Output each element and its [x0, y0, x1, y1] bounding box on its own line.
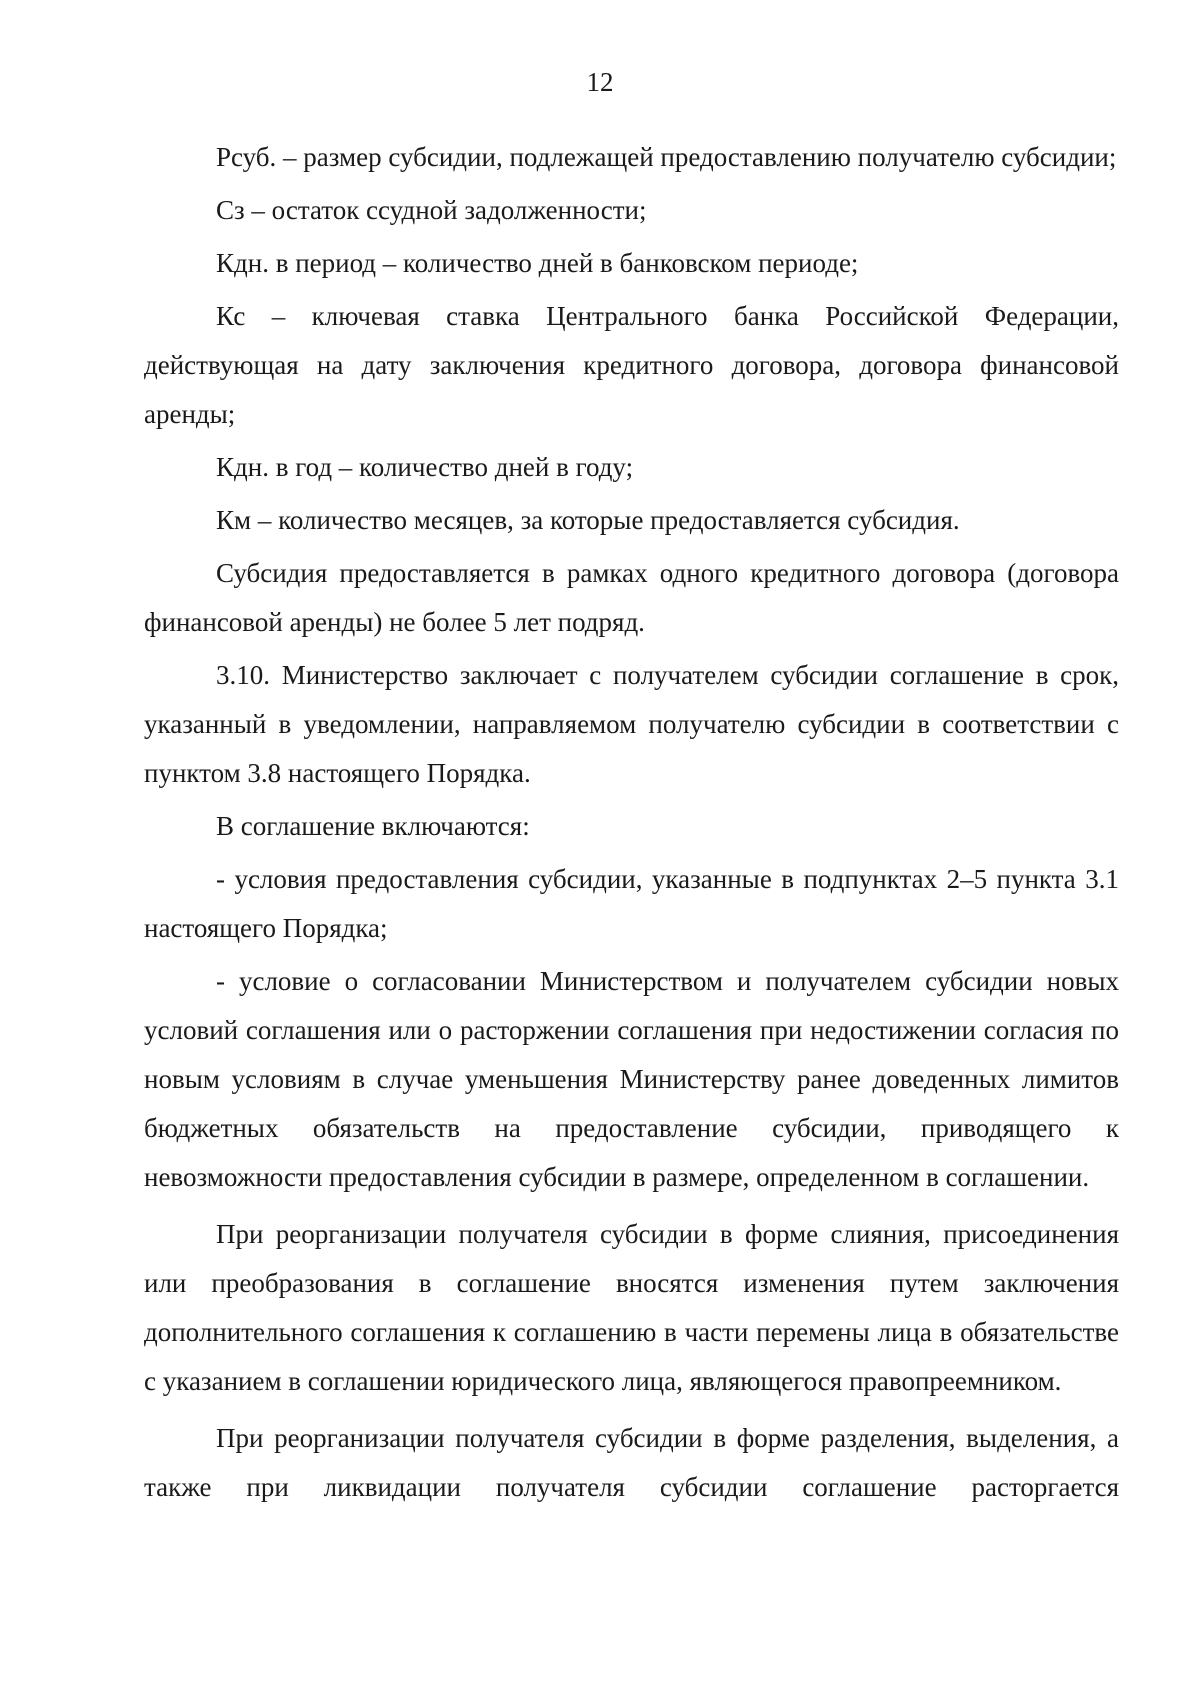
paragraph-clause-3-10: 3.10. Министерство заключает с получателем субсидии соглашение в срок, указанный в уведомлении, направляемом получателю субсидии в соответствии с пунктом 3.8 настоящего Порядка. [144, 660, 1119, 788]
paragraph-reorganization-merger: При реорганизации получателя субсидии в форме слияния, присоединения или преобразования в соглашение вносятся изменения путем заключения дополнительного соглашения к соглашению в части перемены лица в обязательстве с указанием в соглашении юридического лица, являющегося правопреемником. [144, 1219, 1119, 1396]
paragraph-sz-definition: Сз – остаток ссудной задолженности; [216, 195, 647, 225]
paragraph-kdn-year-definition: Кдн. в год – количество дней в году; [216, 452, 634, 482]
page-number: 12 [586, 67, 614, 97]
paragraph-rsub-definition: Рсуб. – размер субсидии, подлежащей предоставлению получателю субсидии; [216, 142, 1117, 172]
paragraph-kdn-period-definition: Кдн. в период – количество дней в банковском периоде; [216, 248, 859, 278]
paragraph-subsidy-term: Субсидия предоставляется в рамках одного кредитного договора (договора финансовой аренды) не более 5 лет подряд. [144, 558, 1119, 637]
paragraph-km-definition: Км – количество месяцев, за которые предоставляется субсидия. [216, 505, 960, 535]
document-body [144, 133, 1119, 1516]
list-item-agreement-renegotiation: - условие о согласовании Министерством и получателем субсидии новых условий соглашения или о расторжении соглашения при недостижении согласия по новым условиям в случае уменьшения Министерству ранее доведенных лимитов бюджетных обязательств на предоставление субсидии, приводящего к невозможности предоставления субсидии в размере, определенном в соглашении. [144, 966, 1119, 1192]
list-item-subsidy-conditions: - условия предоставления субсидии, указанные в подпунктах 2–5 пункта 3.1 настоящего Порядка; [144, 864, 1119, 943]
paragraph-agreement-includes: В соглашение включаются: [216, 811, 530, 841]
paragraph-reorganization-division: При реорганизации получателя субсидии в форме разделения, выделения, а также при ликвидации получателя субсидии соглашение расторгается [144, 1423, 1119, 1502]
paragraph-ks-definition: Кс – ключевая ставка Центрального банка Российской Федерации, действующая на дату заключения кредитного договора, договора финансовой аренды; [144, 301, 1119, 429]
